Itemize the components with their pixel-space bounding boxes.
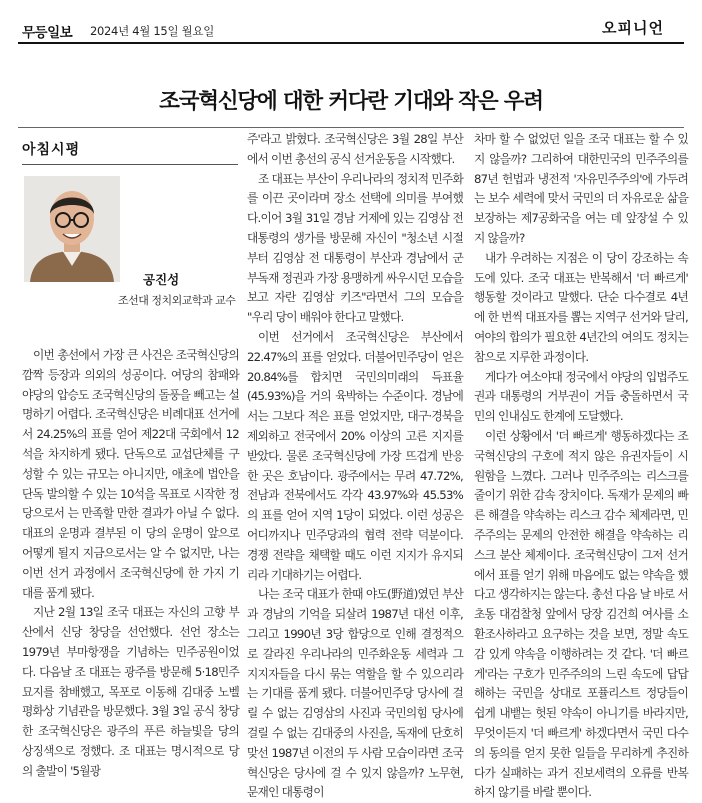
kicker-rule bbox=[22, 164, 238, 165]
column-kicker: 아침시평 bbox=[22, 142, 81, 158]
article-column-2 bbox=[247, 130, 463, 800]
newspaper-masthead: 무등일보 bbox=[22, 25, 73, 41]
article-column-1 bbox=[22, 346, 239, 778]
paragraph: 이번 선거에서 조국혁신당은 부산에서 22.47%의 표를 얻었다. 더불어민주당이 얻은 20.84%를 합치면 국민의미래의 득표율(45.93%)을 거의 육박하는 수준이다. 경남에서는 그보다 적은 표를 얻었지만, 대구·경북을 제외하고 전국에서 20% 이상의 고른 지지를 받았다. 물론 조국혁신당에 가장 뜨겁게 반응한 곳은 호남이다. 광주에서는 무려 47.72%, 전남과 전북에서도 각각 43.97%와 45.53%의 표를 얻어 지역 1당이 되었다. 이런 성공은 어디까지나 민주당과의 협력 전략 덕분이다. 경쟁 전략을 채택할 때도 이런 지지가 유지되리라 기대하기는 어렵다. bbox=[247, 329, 463, 582]
page-header bbox=[0, 0, 702, 46]
header-rule bbox=[18, 42, 684, 44]
article-headline: 조국혁신당에 대한 커다란 기대와 작은 우려 bbox=[159, 89, 543, 114]
paragraph: 이번 총선에서 가장 큰 사건은 조국혁신당의 깜짝 등장과 의외의 성공이다. 여당의 참패와 야당의 압승도 조국혁신당의 돌풍을 빼고는 설명하기 어렵다. 조국혁신당은 비례대표 선거에서 24.25%의 표를 얻어 제22대 국회에서 12석을 차지하게 됐다. 단독으로 교섭단체를 구성할 수 있는 규모는 아니지만, 애초에 법안을 단독 발의할 수 있는 10석을 목표로 시작한 정당으로서 는 만족할 만한 결과가 아닐 수 없다. 대표의 운명과 결부된 이 당의 운명이 앞으로 어떻게 될지 지금으로서는 알 수 없지만, 나는 이번 선거 과정에서 조국혁신당에 한 가지 기대를 품게 됐다. bbox=[22, 348, 239, 600]
issue-date: 2024년 4월 15일 월요일 bbox=[90, 24, 215, 38]
author-portrait-icon bbox=[24, 176, 120, 282]
paragraph: 주'라고 밝혔다. 조국혁신당은 3월 28일 부산에서 이번 총선의 공식 선거운동을 시작했다. bbox=[247, 132, 463, 166]
article-column-3 bbox=[474, 130, 688, 800]
author-photo bbox=[24, 176, 120, 282]
paragraph: 나는 조국 대표가 한때 야도(野道)였던 부산과 경남의 기억을 되살려 1987년 대선 이후, 그리고 1990년 3당 합당으로 인해 결정적으로 갈라진 우리나라의 민주화운동 세력과 그 지지자들을 다시 묶는 역할을 할 수 있으리라는 기대를 품게 됐다. 더불어민주당 당사에 걸릴 수 없는 김영삼의 사진과 국민의힘 당사에 걸릴 수 없는 김대중의 사진을, 독재에 단호히 맞선 1987년 이전의 두 사람 모습이라면 조국혁신당은 당사에 걸 수 있지 않을까? 노무현, 문재인 대통령이 bbox=[247, 587, 463, 800]
section-label: 오피니언 bbox=[602, 19, 664, 37]
paragraph: 게다가 여소야대 정국에서 야당의 입법주도권과 대통령의 거부권이 거듭 충돌하면서 국민의 인내심도 한계에 도달했다. bbox=[474, 369, 688, 424]
paragraph: 내가 우려하는 지점은 이 당이 강조하는 속도에 있다. 조국 대표는 반복해서 '더 빠르게' 행동할 것이라고 말했다. 단순 다수결로 4년에 한 번씩 대표자를 뽑는 지역구 선거와 달리, 여야의 합의가 필요한 4년간의 여의도 정치는 참으로 지루한 과정이다. bbox=[474, 250, 688, 364]
author-title: 조선대 정치외교학과 교수 bbox=[118, 294, 236, 307]
paragraph: 조 대표는 부산이 우리나라의 정치적 민주화를 이끈 곳이라며 장소 선택에 의미를 부여했다.이어 3월 31일 경남 거제에 있는 김영삼 전 대통령의 생가를 방문해 자신이 "청소년 시절부터 김영삼 전 대통령이 부산과 경남에서 군부독재 정권과 가장 용맹하게 싸우시던 모습을 보고 자란 김영삼 키즈"라면서 그의 모습을 "우리 당이 배워야 한다고 말했다. bbox=[247, 171, 463, 325]
headline-rule bbox=[18, 127, 684, 128]
paragraph: 차마 할 수 없었던 일을 조국 대표는 할 수 있지 않을까? 그리하여 대한민국의 민주주의를 87년 헌법과 냉전적 '자유민주주의'에 가두려는 보수 세력에 맞서 국민의 더 자유로운 삶을 보장하는 제7공화국을 여는 데 앞장설 수 있지 않을까? bbox=[474, 132, 688, 245]
author-name: 공진성 bbox=[143, 272, 180, 287]
paragraph: 이런 상황에서 '더 빠르게' 행동하겠다는 조국혁신당의 구호에 적지 않은 유권자들이 시원함을 느꼈다. 그러나 민주주의는 리스크를 줄이기 위한 감속 장치이다. 독재가 문제의 빠른 해결을 약속하는 리스크 감수 체제라면, 민주주의는 문제의 안전한 해결을 약속하는 리스크 분산 체제이다. 조국혁신당이 그저 선거에서 표를 얻기 위해 마음에도 없는 약속을 했다고 생각하지는 않는다. 총선 다음 날 바로 서초동 대검찰청 앞에서 당장 김건희 여사를 소환조사하라고 요구하는 것을 보면, 정말 속도감 있게 약속을 이행하려는 것 같다. '더 빠르게'라는 구호가 민주주의의 느린 속도에 답답해하는 국민을 상대로 포퓰리스트 정당들이 쉽게 내뱉는 헛된 약속이 아니기를 바라지만, 무엇이든지 '더 빠르게' 하겠다면서 국민 다수의 동의를 얻지 못한 일들을 무리하게 추진하다가 실패하는 과거 진보세력의 오류를 반복하지 않기를 바랄 뿐이다. bbox=[474, 428, 688, 800]
paragraph: 지난 2월 13일 조국 대표는 자신의 고향 부산에서 신당 창당을 선언했다. 선언 장소는 1979년 부마항쟁을 기념하는 민주공원이었다. 다음날 조 대표는 광주를 방문해 5·18민주묘지를 참배했고, 목포로 이동해 김대중 노벨평화상 기념관을 방문했다. 3월 3일 공식 창당한 조국혁신당은 광주의 푸른 하늘빛을 당의 상징색으로 정했다. 조 대표는 명시적으로 당의 출발이 '5월광 bbox=[22, 605, 239, 778]
